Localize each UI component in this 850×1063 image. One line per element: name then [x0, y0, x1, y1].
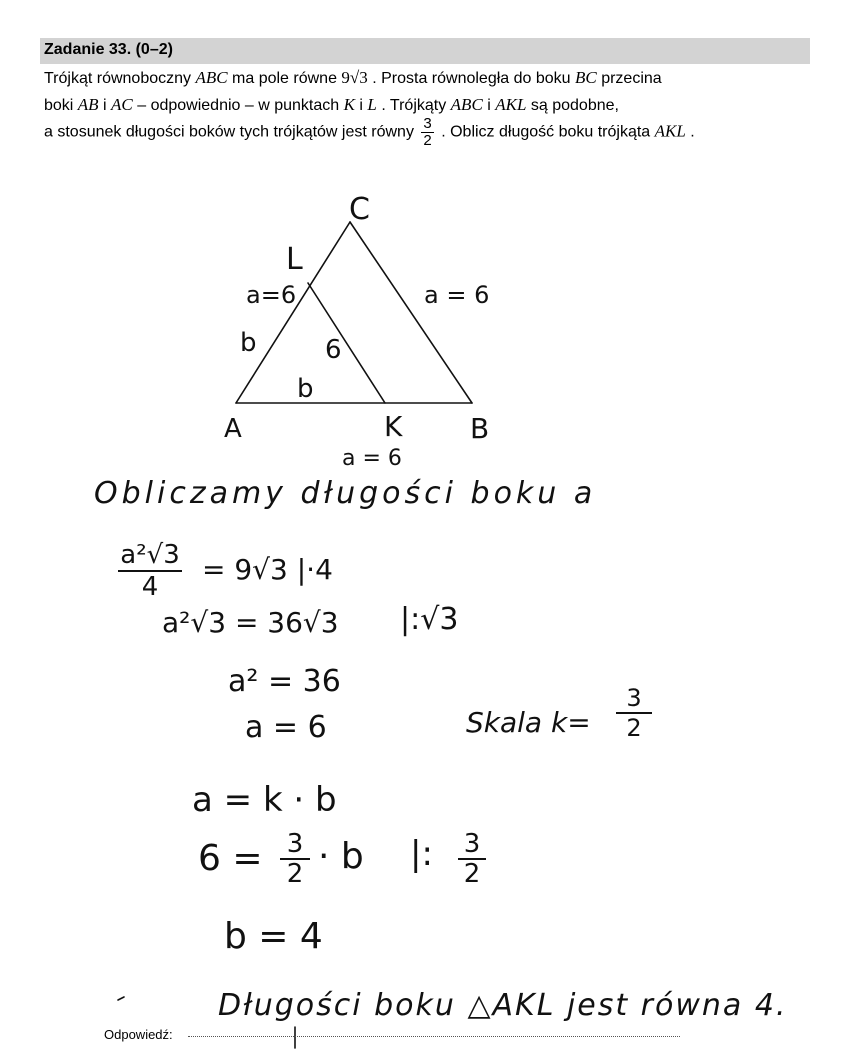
task-title: Zadanie 33. (0–2)	[44, 41, 173, 58]
math-akl-2: AKL	[654, 121, 686, 141]
step5-equation: a = k · b	[192, 780, 337, 820]
task-text: ma pole równe	[232, 70, 342, 87]
task-text: – odpowiednio – w punktach	[137, 97, 344, 114]
step1-denominator: 4	[141, 572, 159, 602]
inner-segment-label: 6	[325, 335, 342, 365]
scale-fraction	[616, 684, 652, 742]
vertex-b-label: B	[470, 412, 490, 445]
math-area: 9√3	[341, 68, 368, 87]
math-l: L	[367, 95, 377, 114]
math-ab: AB	[77, 95, 99, 114]
step6-op-numerator: 3	[458, 830, 486, 860]
pen-mark	[118, 997, 124, 1000]
task-text: boki	[44, 97, 78, 114]
math-k: K	[343, 95, 355, 114]
step6-op-fraction	[458, 830, 486, 888]
step6-numerator: 3	[280, 830, 310, 860]
conclusion-text: Długości boku △AKL jest równa 4.	[218, 988, 788, 1023]
answer-line[interactable]	[188, 1036, 680, 1037]
left-upper-label: a=6	[246, 281, 297, 309]
task-text: przecina	[601, 70, 662, 87]
math-akl: AKL	[495, 95, 527, 114]
step4-equation: a = 6	[245, 710, 327, 745]
task-text: są podobne,	[530, 97, 619, 114]
scale-label: Skala k=	[466, 706, 591, 739]
step1-numerator: a²√3	[118, 540, 182, 572]
task-text: . Oblicz długość boku trójkąta	[441, 123, 655, 141]
math-abc-2: ABC	[450, 95, 483, 114]
vertex-a-label: A	[224, 414, 242, 444]
ratio-denominator: 2	[423, 132, 432, 149]
step1-fraction	[118, 540, 182, 602]
task-text: i	[487, 97, 496, 114]
step6-op-denominator: 2	[463, 859, 481, 889]
step6-fraction	[280, 830, 310, 888]
task-text: i	[359, 97, 368, 114]
right-side-label: a = 6	[424, 281, 490, 309]
step3-equation: a² = 36	[228, 664, 341, 699]
ratio-numerator: 3	[423, 115, 432, 132]
math-bc: BC	[575, 68, 597, 87]
below-base-label: a = 6	[342, 446, 402, 471]
step6-rhs: · b	[318, 836, 364, 877]
step6-lhs: 6 =	[198, 838, 263, 879]
vertex-k-label: K	[384, 410, 403, 443]
math-ac: AC	[111, 95, 133, 114]
solution-heading: Obliczamy długości boku a	[94, 476, 597, 511]
step1-rhs: = 9√3 |·4	[202, 553, 333, 586]
segment-lk-line	[308, 283, 385, 403]
task-text: .	[690, 123, 695, 141]
answer-label: Odpowiedź:	[104, 1027, 173, 1042]
vertex-l-label: L	[286, 242, 303, 277]
vertex-c-label: C	[349, 192, 370, 227]
scale-numerator: 3	[616, 684, 652, 714]
math-abc: ABC	[195, 68, 228, 87]
step2-operation: |:√3	[400, 602, 459, 637]
task-text: . Prosta równoległa do boku	[372, 70, 576, 87]
step7-equation: b = 4	[224, 916, 323, 957]
step6-denominator: 2	[286, 859, 304, 889]
scale-denominator: 2	[626, 714, 642, 742]
left-lower-label: b	[240, 328, 257, 358]
task-text: Trójkąt równoboczny	[44, 70, 196, 87]
task-text: . Trójkąty	[381, 97, 451, 114]
task-text: i	[103, 97, 112, 114]
step6-operation: |:	[410, 834, 433, 874]
step2-equation: a²√3 = 36√3	[162, 606, 339, 639]
task-text: a stosunek długości boków tych trójkątów jest równy	[44, 123, 419, 141]
base-inner-label: b	[297, 374, 314, 404]
